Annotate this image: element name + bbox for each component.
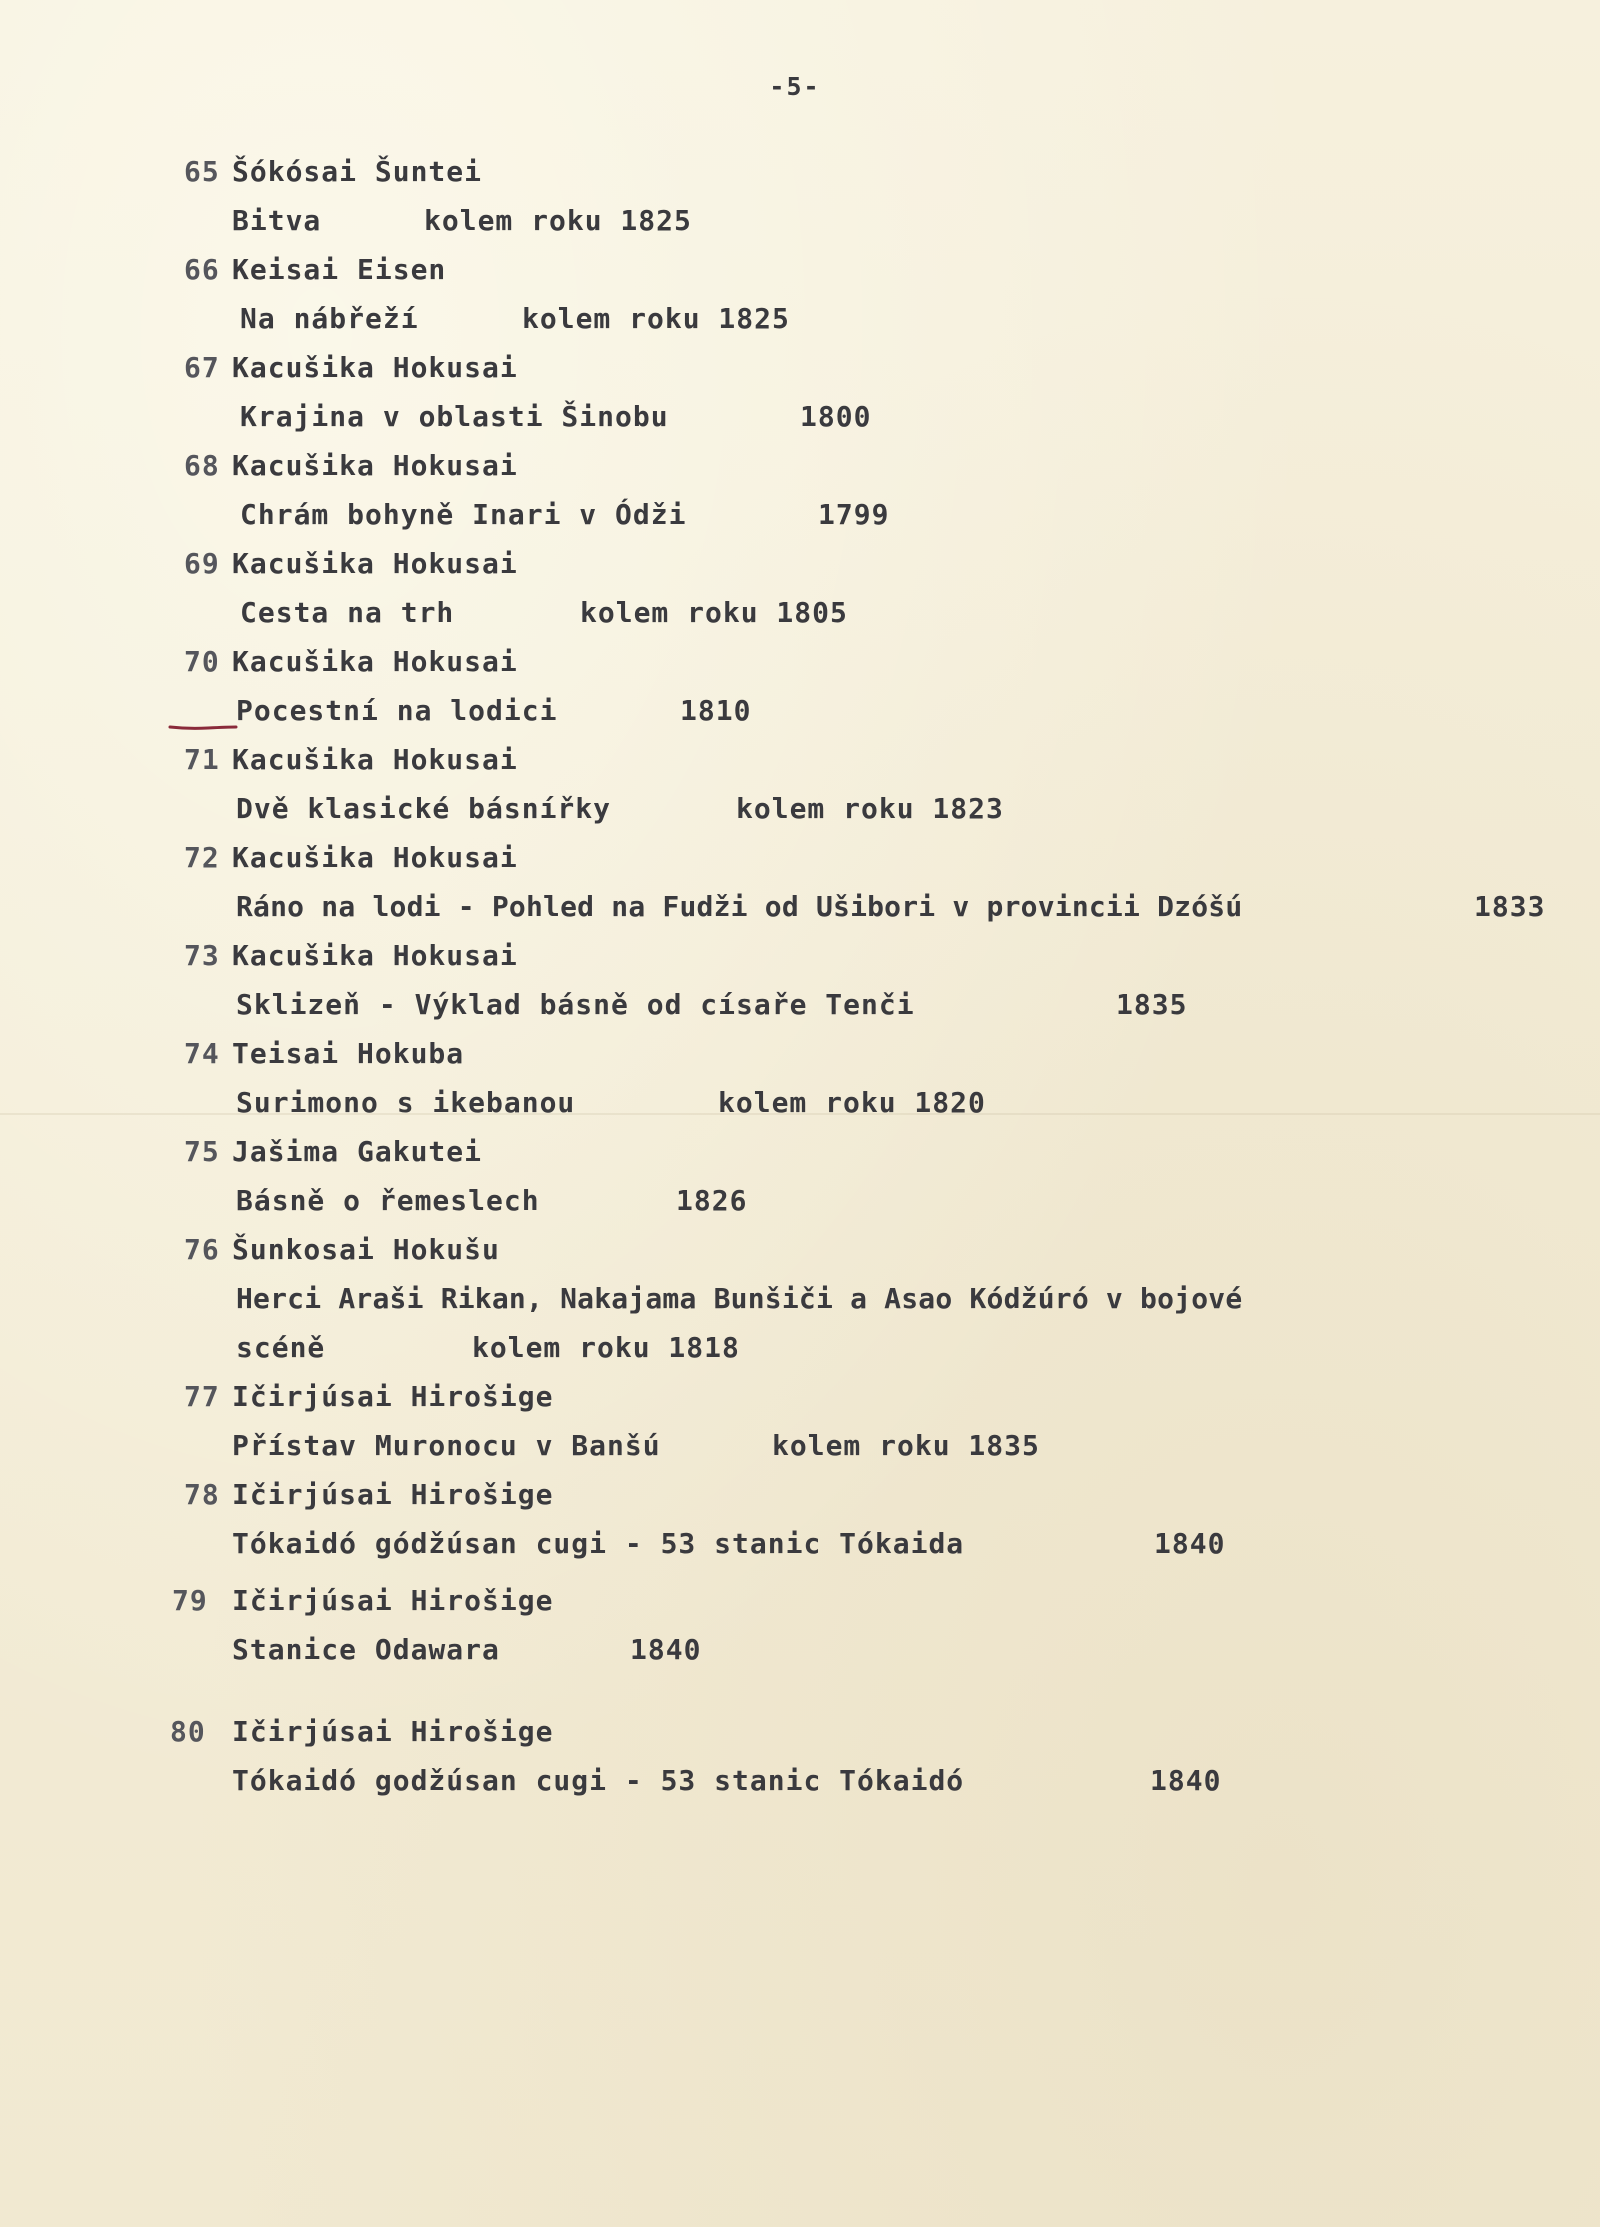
entry-artist-line <box>184 1233 500 1267</box>
entry-title: Surimono s ikebanou <box>236 1086 576 1119</box>
entry-date: kolem roku 1825 <box>424 204 692 237</box>
entry-artist: Kacušika Hokusai <box>232 351 518 384</box>
pen-underline-mark <box>168 724 238 730</box>
entry-number: 71 <box>184 743 220 776</box>
entry-artist-line <box>184 1135 482 1169</box>
entry-date: 1799 <box>818 498 890 531</box>
entry-artist-line <box>184 1380 553 1414</box>
entry-artist-line <box>184 449 518 483</box>
entry-artist-line <box>172 1584 553 1618</box>
entry-number: 68 <box>184 449 220 482</box>
entry-date: 1833 <box>1474 890 1546 923</box>
entry-artist-line <box>184 155 482 189</box>
entry-artist: Kacušika Hokusai <box>232 841 518 874</box>
entry-title: Dvě klasické básnířky <box>236 792 612 825</box>
entry-artist-line <box>184 1037 464 1071</box>
entry-artist: Kacušika Hokusai <box>232 939 518 972</box>
entry-artist: Šunkosai Hokušu <box>232 1233 500 1266</box>
entry-title: Chrám bohyně Inari v Ódži <box>240 498 687 531</box>
entry-number: 77 <box>184 1380 220 1413</box>
entry-date: 1840 <box>1154 1527 1226 1560</box>
entry-date: 1840 <box>630 1633 702 1666</box>
entry-artist-line <box>184 743 518 777</box>
entry-date: 1826 <box>676 1184 748 1217</box>
entry-artist-line <box>184 351 518 385</box>
entry-title: Básně o řemeslech <box>236 1184 540 1217</box>
page-number: -5- <box>769 72 821 101</box>
entry-date: kolem roku 1818 <box>472 1331 740 1364</box>
entry-number: 73 <box>184 939 220 972</box>
entry-number: 69 <box>184 547 220 580</box>
entry-artist-line <box>184 1478 553 1512</box>
entry-date: 1835 <box>1116 988 1188 1021</box>
entry-date: kolem roku 1820 <box>718 1086 986 1119</box>
entry-title: Pocestní na lodici <box>236 694 558 727</box>
entry-artist-line <box>184 547 518 581</box>
entry-artist-line <box>184 939 518 973</box>
entry-number: 78 <box>184 1478 220 1511</box>
entry-artist: Ičirjúsai Hirošige <box>232 1380 554 1413</box>
entry-title: Tókaidó godžúsan cugi - 53 stanic Tókaidó <box>232 1764 965 1797</box>
entry-artist-line <box>170 1715 553 1749</box>
entry-title: Přístav Muronocu v Banšú <box>232 1429 661 1462</box>
entry-title: Na nábřeží <box>240 302 419 335</box>
entry-artist-line <box>184 645 518 679</box>
entry-artist: Kacušika Hokusai <box>232 547 518 580</box>
entry-title: Tókaidó gódžúsan cugi - 53 stanic Tókaida <box>232 1527 965 1560</box>
entry-artist: Ičirjúsai Hirošige <box>232 1478 554 1511</box>
entry-artist: Jašima Gakutei <box>232 1135 483 1168</box>
entry-number: 80 <box>170 1715 206 1748</box>
entry-artist: Ičirjúsai Hirošige <box>232 1715 554 1748</box>
entry-artist: Kacušika Hokusai <box>232 449 518 482</box>
entry-artist: Šókósai Šuntei <box>232 155 483 188</box>
entry-number: 70 <box>184 645 220 678</box>
entry-artist: Keisai Eisen <box>232 253 447 286</box>
entry-number: 79 <box>172 1584 208 1617</box>
entry-number: 76 <box>184 1233 220 1266</box>
entry-date: kolem roku 1825 <box>522 302 790 335</box>
entry-artist: Teisai Hokuba <box>232 1037 465 1070</box>
entry-title: Herci Araši Rikan, Nakajama Bunšiči a Asao Kódžúró v bojové <box>236 1282 1243 1315</box>
entry-number: 66 <box>184 253 220 286</box>
entry-number: 74 <box>184 1037 220 1070</box>
entry-title: Ráno na lodi - Pohled na Fudži od Ušibori v provincii Dzóšú <box>236 890 1243 923</box>
entry-number: 67 <box>184 351 220 384</box>
entry-artist: Ičirjúsai Hirošige <box>232 1584 554 1617</box>
entry-title: Sklizeň - Výklad básně od císaře Tenči <box>236 988 915 1021</box>
entry-artist-line <box>184 841 518 875</box>
entry-number: 75 <box>184 1135 220 1168</box>
entry-date: kolem roku 1835 <box>772 1429 1040 1462</box>
entry-number: 65 <box>184 155 220 188</box>
entry-date: kolem roku 1823 <box>736 792 1004 825</box>
entry-artist-line <box>184 253 446 287</box>
entry-title: Bitva <box>232 204 322 237</box>
entry-title: Krajina v oblasti Šinobu <box>240 400 669 433</box>
entry-date: 1840 <box>1150 1764 1222 1797</box>
entry-number: 72 <box>184 841 220 874</box>
entry-date: kolem roku 1805 <box>580 596 848 629</box>
entry-artist: Kacušika Hokusai <box>232 743 518 776</box>
entry-artist: Kacušika Hokusai <box>232 645 518 678</box>
entry-title: Stanice Odawara <box>232 1633 500 1666</box>
entry-title: Cesta na trh <box>240 596 455 629</box>
entry-title-continued: scéně <box>236 1331 326 1364</box>
entry-date: 1810 <box>680 694 752 727</box>
entry-date: 1800 <box>800 400 872 433</box>
